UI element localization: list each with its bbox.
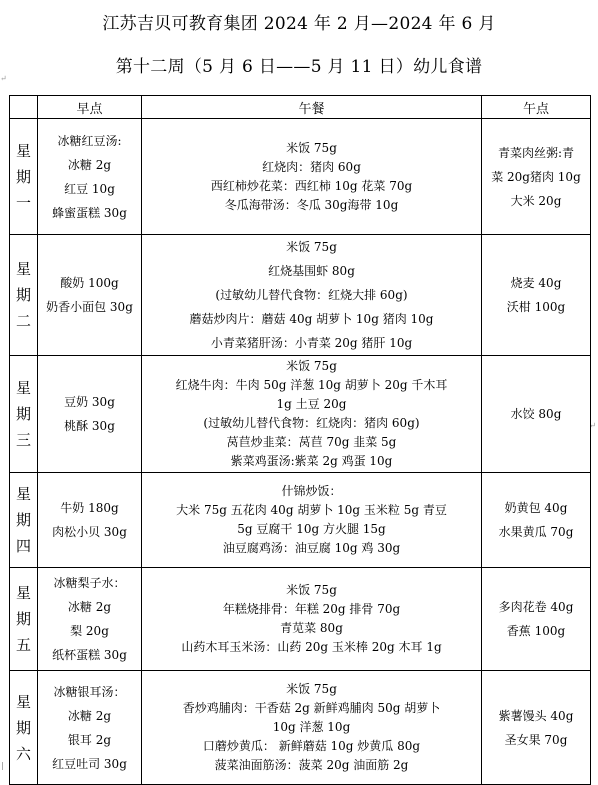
snack-item: 香蕉 100g [506, 624, 566, 638]
breakfast-item: 牛奶 180g [60, 501, 119, 515]
breakfast-item: 红豆 10g [64, 181, 115, 196]
day-label [10, 119, 38, 235]
breakfast-cell [38, 473, 142, 568]
menu-table [9, 95, 591, 785]
breakfast-item: 奶香小面包 30g [46, 300, 133, 314]
lunch-item: 紫菜鸡蛋汤:紫菜 2g 鸡蛋 10g [230, 454, 393, 468]
lunch-item: 红烧基围虾 80g [268, 264, 355, 278]
snack-item: 青菜肉丝粥:青 [497, 145, 575, 160]
lunch-cell [142, 473, 482, 568]
snack-item: 紫薯馒头 40g [498, 708, 574, 723]
day-char: 四 [15, 537, 31, 555]
lunch-item: 青苋菜 80g [280, 621, 343, 635]
day-row [10, 568, 591, 671]
lunch-item: (过敏幼儿替代食物：红烧大排 60g) [215, 288, 408, 302]
breakfast-cell [38, 568, 142, 671]
snack-item: 水果黄瓜 70g [498, 525, 574, 539]
day-label [10, 568, 38, 671]
breakfast-item: 冰糖 2g [67, 157, 112, 172]
breakfast-item: 冰糖 2g [67, 708, 112, 723]
day-char: 星 [15, 141, 31, 160]
day-row [10, 671, 591, 785]
lunch-item: 莴苣炒韭菜：莴苣 70g 韭菜 5g [226, 435, 397, 449]
breakfast-item: 蜂蜜蛋糕 30g [52, 205, 127, 220]
breakfast-item: 纸杯蛋糕 30g [52, 648, 127, 662]
lunch-item: 米饭 75g [286, 359, 337, 373]
lunch-item: 红烧牛肉：牛肉 50g 洋葱 10g 胡萝卜 20g 千木耳 [175, 378, 448, 392]
day-char: 星 [15, 584, 31, 602]
breakfast-cell [38, 671, 142, 785]
lunch-cell [142, 568, 482, 671]
lunch-cell [142, 235, 482, 356]
breakfast-item: 冰糖梨子水： [53, 576, 126, 590]
breakfast-item: 冰糖银耳汤： [53, 684, 126, 699]
header-day [10, 96, 38, 119]
breakfast-item: 银耳 2g [67, 732, 112, 747]
day-label [10, 473, 38, 568]
breakfast-item: 桃酥 30g [64, 419, 115, 433]
snack-item: 多肉花卷 40g [498, 600, 574, 614]
snack-item: 奶黄包 40g [504, 501, 568, 515]
lunch-item: 年糕烧排骨：年糕 20g 排骨 70g [222, 602, 401, 616]
breakfast-item: 酸奶 100g [60, 276, 119, 290]
snack-item: 沃柑 100g [506, 300, 566, 314]
day-char: 一 [15, 193, 31, 212]
lunch-item: 米饭 75g [286, 240, 337, 254]
day-char: 期 [15, 167, 31, 186]
day-char: 期 [15, 511, 31, 529]
snack-item: 圣女果 70g [504, 732, 568, 747]
day-char: 星 [15, 692, 31, 711]
breakfast-item: 冰糖红豆汤: [57, 133, 122, 148]
breakfast-item: 豆奶 30g [64, 395, 115, 409]
header-snack: 午点 [482, 96, 591, 119]
lunch-item: 冬瓜海带汤：冬瓜 30g海带 10g [224, 197, 399, 212]
lunch-item: 小青菜猪肝汤：小青菜 20g 猪肝 10g [210, 336, 413, 350]
lunch-item: 米饭 75g [286, 140, 337, 155]
snack-cell [482, 473, 591, 568]
page-title-line-1: 江苏吉贝可教育集团 2024 年 2 月—2024 年 6 月 [102, 14, 496, 34]
lunch-item: 香炒鸡脯肉：干香菇 2g 新鲜鸡脯肉 50g 胡萝卜 [182, 701, 441, 715]
breakfast-cell [38, 356, 142, 473]
lunch-item: 口蘑炒黄瓜： 新鲜蘑菇 10g 炒黄瓜 80g [202, 739, 421, 753]
header-lunch: 午餐 [142, 96, 482, 119]
lunch-cell [142, 356, 482, 473]
day-char: 三 [15, 431, 31, 449]
day-char: 星 [15, 379, 31, 397]
snack-item: 水饺 80g [510, 407, 562, 421]
breakfast-item: 梨 20g [70, 624, 109, 638]
day-char: 期 [15, 718, 31, 737]
breakfast-cell [38, 119, 142, 235]
snack-cell [482, 568, 591, 671]
day-char: 星 [15, 485, 31, 503]
snack-item: 大米 20g [510, 193, 562, 208]
breakfast-item: 红豆吐司 30g [52, 756, 127, 771]
lunch-item: 蘑菇炒肉片：蘑菇 40g 胡萝卜 10g 猪肉 10g [189, 312, 434, 326]
lunch-item: 1g 土豆 20g [276, 397, 347, 411]
snack-item: 菜 20g猪肉 10g [491, 169, 581, 184]
lunch-item: (过敏幼儿替代食物：红烧肉：猪肉 60g) [203, 416, 420, 430]
lunch-item: 米饭 75g [286, 583, 337, 597]
day-char: 期 [15, 286, 31, 304]
day-row [10, 119, 591, 235]
snack-cell [482, 119, 591, 235]
lunch-item: 菠菜油面筋汤：菠菜 20g 油面筋 2g [214, 758, 409, 772]
lunch-item: 油豆腐鸡汤：油豆腐 10g 鸡 30g [222, 541, 401, 555]
header-breakfast: 早点 [38, 96, 142, 119]
day-char: 星 [15, 260, 31, 278]
page-title-line-2: 第十二周（5 月 6 日——5 月 11 日）幼儿食谱 [115, 57, 483, 77]
lunch-cell [142, 671, 482, 785]
day-row [10, 473, 591, 568]
day-row [10, 356, 591, 473]
paragraph-mark-right: ↵ [589, 421, 596, 430]
snack-cell [482, 235, 591, 356]
day-char: 期 [15, 405, 31, 423]
paragraph-mark-left: ↵ [0, 74, 7, 83]
day-row [10, 235, 591, 356]
snack-cell [482, 356, 591, 473]
lunch-item: 大米 75g 五花肉 40g 胡萝卜 10g 玉米粒 5g 青豆 [176, 503, 447, 517]
lunch-item: 红烧肉：猪肉 60g [262, 159, 361, 174]
header-row [10, 96, 591, 119]
day-char: 六 [15, 744, 31, 763]
day-char: 五 [15, 636, 31, 654]
breakfast-item: 肉松小贝 30g [52, 525, 127, 539]
day-label [10, 356, 38, 473]
lunch-item: 米饭 75g [286, 682, 337, 696]
lunch-item: 西红柿炒花菜：西红柿 10g 花菜 70g [210, 178, 413, 193]
day-label [10, 671, 38, 785]
snack-cell [482, 671, 591, 785]
lunch-item: 5g 豆腐干 10g 方火腿 15g [237, 522, 386, 536]
day-char: 期 [15, 610, 31, 628]
breakfast-item: 冰糖 2g [67, 600, 112, 614]
breakfast-cell [38, 235, 142, 356]
snack-item: 烧麦 40g [510, 276, 562, 290]
lunch-item: 山药木耳玉米汤：山药 20g 玉米棒 20g 木耳 1g [181, 640, 442, 654]
lunch-cell [142, 119, 482, 235]
day-char: 二 [15, 312, 31, 330]
day-label [10, 235, 38, 356]
lunch-item: 10g 洋葱 10g [272, 720, 351, 734]
lunch-item: 什锦炒饭： [281, 484, 342, 498]
